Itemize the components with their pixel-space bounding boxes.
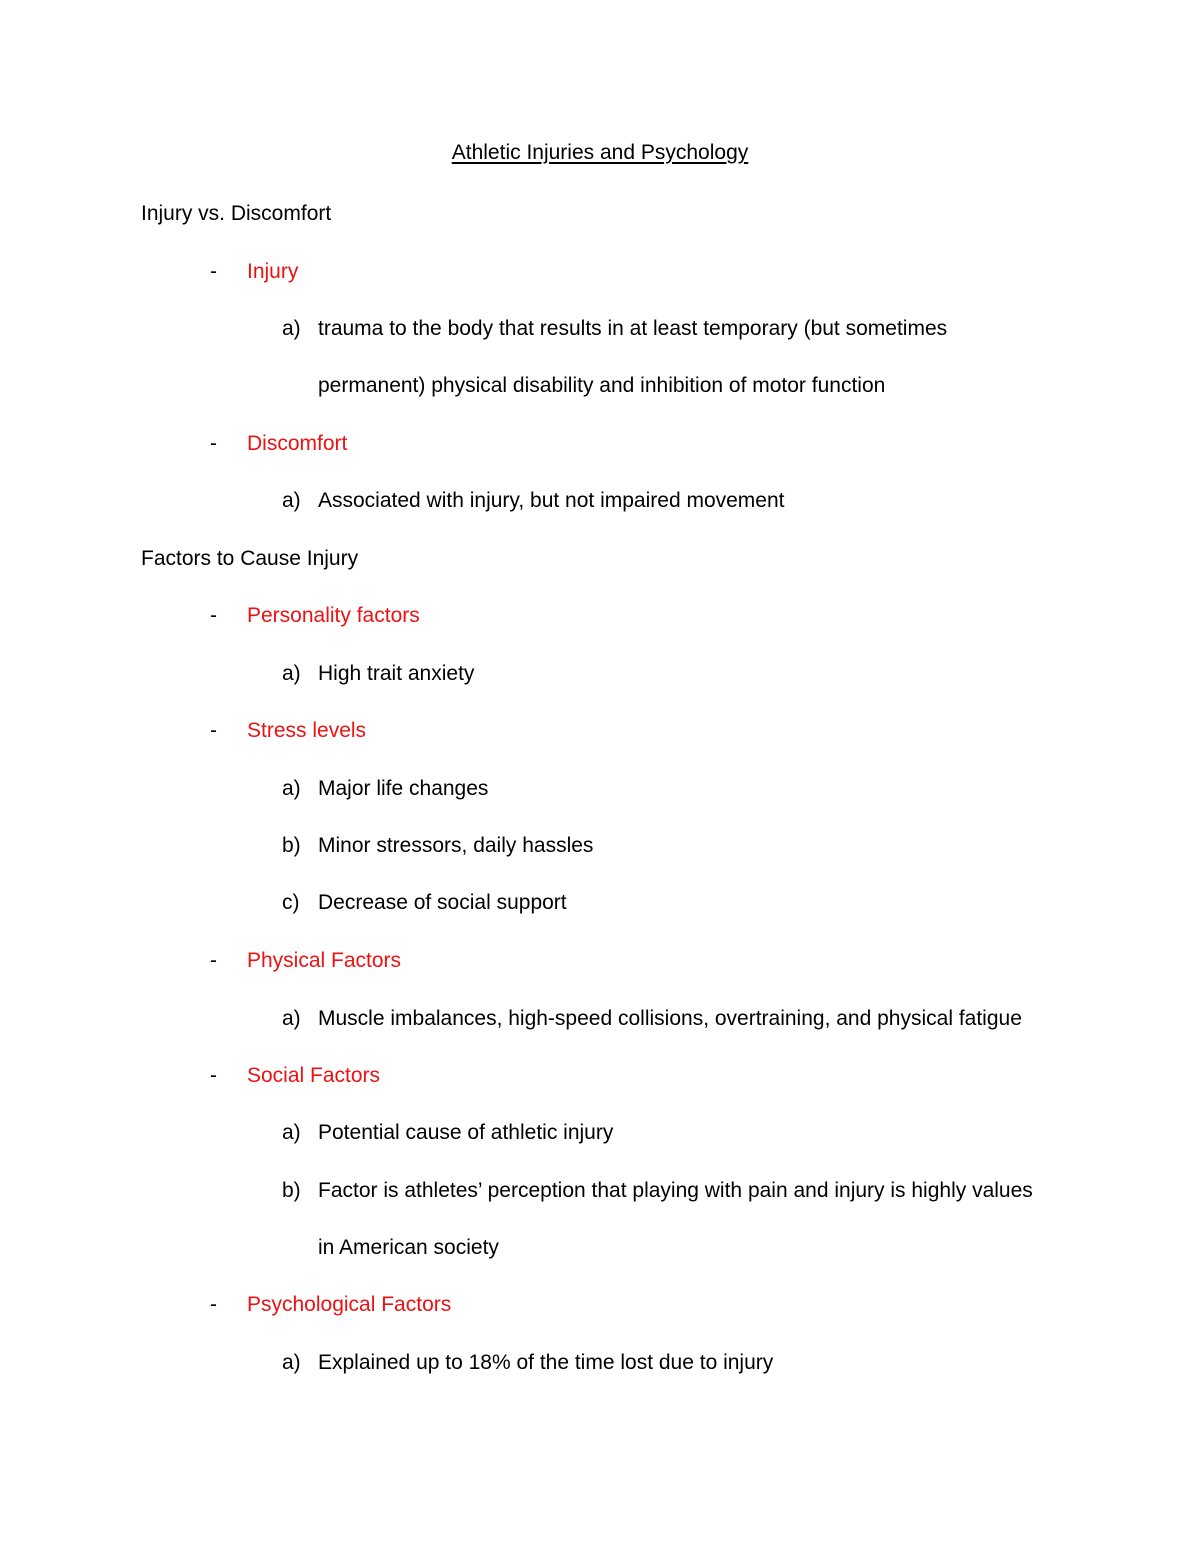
- bullet-dash: -: [210, 719, 217, 742]
- bullet-dash: -: [210, 432, 217, 455]
- item-text: High trait anxiety: [318, 662, 475, 685]
- item-text: Major life changes: [318, 777, 489, 800]
- item-text: Potential cause of athletic injury: [318, 1121, 614, 1144]
- item-marker: a): [282, 662, 301, 685]
- document-title: Athletic Injuries and Psychology: [451, 141, 749, 164]
- group-label-injury: Injury: [247, 260, 299, 283]
- item-text: Minor stressors, daily hassles: [318, 834, 594, 857]
- group-label-social-factors: Social Factors: [247, 1064, 381, 1087]
- item-marker: a): [282, 1007, 301, 1030]
- item-text: trauma to the body that results in at least temporary (but sometimes: [318, 317, 948, 340]
- item-text: Factor is athletes’ perception that playing with pain and injury is highly values: [318, 1179, 1033, 1202]
- item-marker: c): [282, 891, 300, 914]
- group-label-discomfort: Discomfort: [247, 432, 348, 455]
- section-heading-injury-vs-discomfort: Injury vs. Discomfort: [141, 202, 332, 225]
- item-marker: a): [282, 777, 301, 800]
- item-text-continued: permanent) physical disability and inhibition of motor function: [318, 374, 886, 397]
- item-text: Explained up to 18% of the time lost due to injury: [318, 1351, 774, 1374]
- group-label-psychological-factors: Psychological Factors: [247, 1293, 452, 1316]
- item-marker: a): [282, 317, 301, 340]
- bullet-dash: -: [210, 1293, 217, 1316]
- group-label-personality-factors: Personality factors: [247, 604, 420, 627]
- item-marker: b): [282, 1179, 301, 1202]
- item-marker: a): [282, 1351, 301, 1374]
- item-text-continued: in American society: [318, 1236, 499, 1259]
- item-text: Associated with injury, but not impaired movement: [318, 489, 785, 512]
- item-text: Decrease of social support: [318, 891, 567, 914]
- item-marker: a): [282, 1121, 301, 1144]
- item-text: Muscle imbalances, high-speed collisions, overtraining, and physical fatigue: [318, 1007, 1022, 1030]
- item-marker: a): [282, 489, 301, 512]
- bullet-dash: -: [210, 1064, 217, 1087]
- item-marker: b): [282, 834, 301, 857]
- group-label-physical-factors: Physical Factors: [247, 949, 402, 972]
- section-heading-factors-to-cause-injury: Factors to Cause Injury: [141, 547, 359, 570]
- bullet-dash: -: [210, 949, 217, 972]
- group-label-stress-levels: Stress levels: [247, 719, 367, 742]
- bullet-dash: -: [210, 260, 217, 283]
- bullet-dash: -: [210, 604, 217, 627]
